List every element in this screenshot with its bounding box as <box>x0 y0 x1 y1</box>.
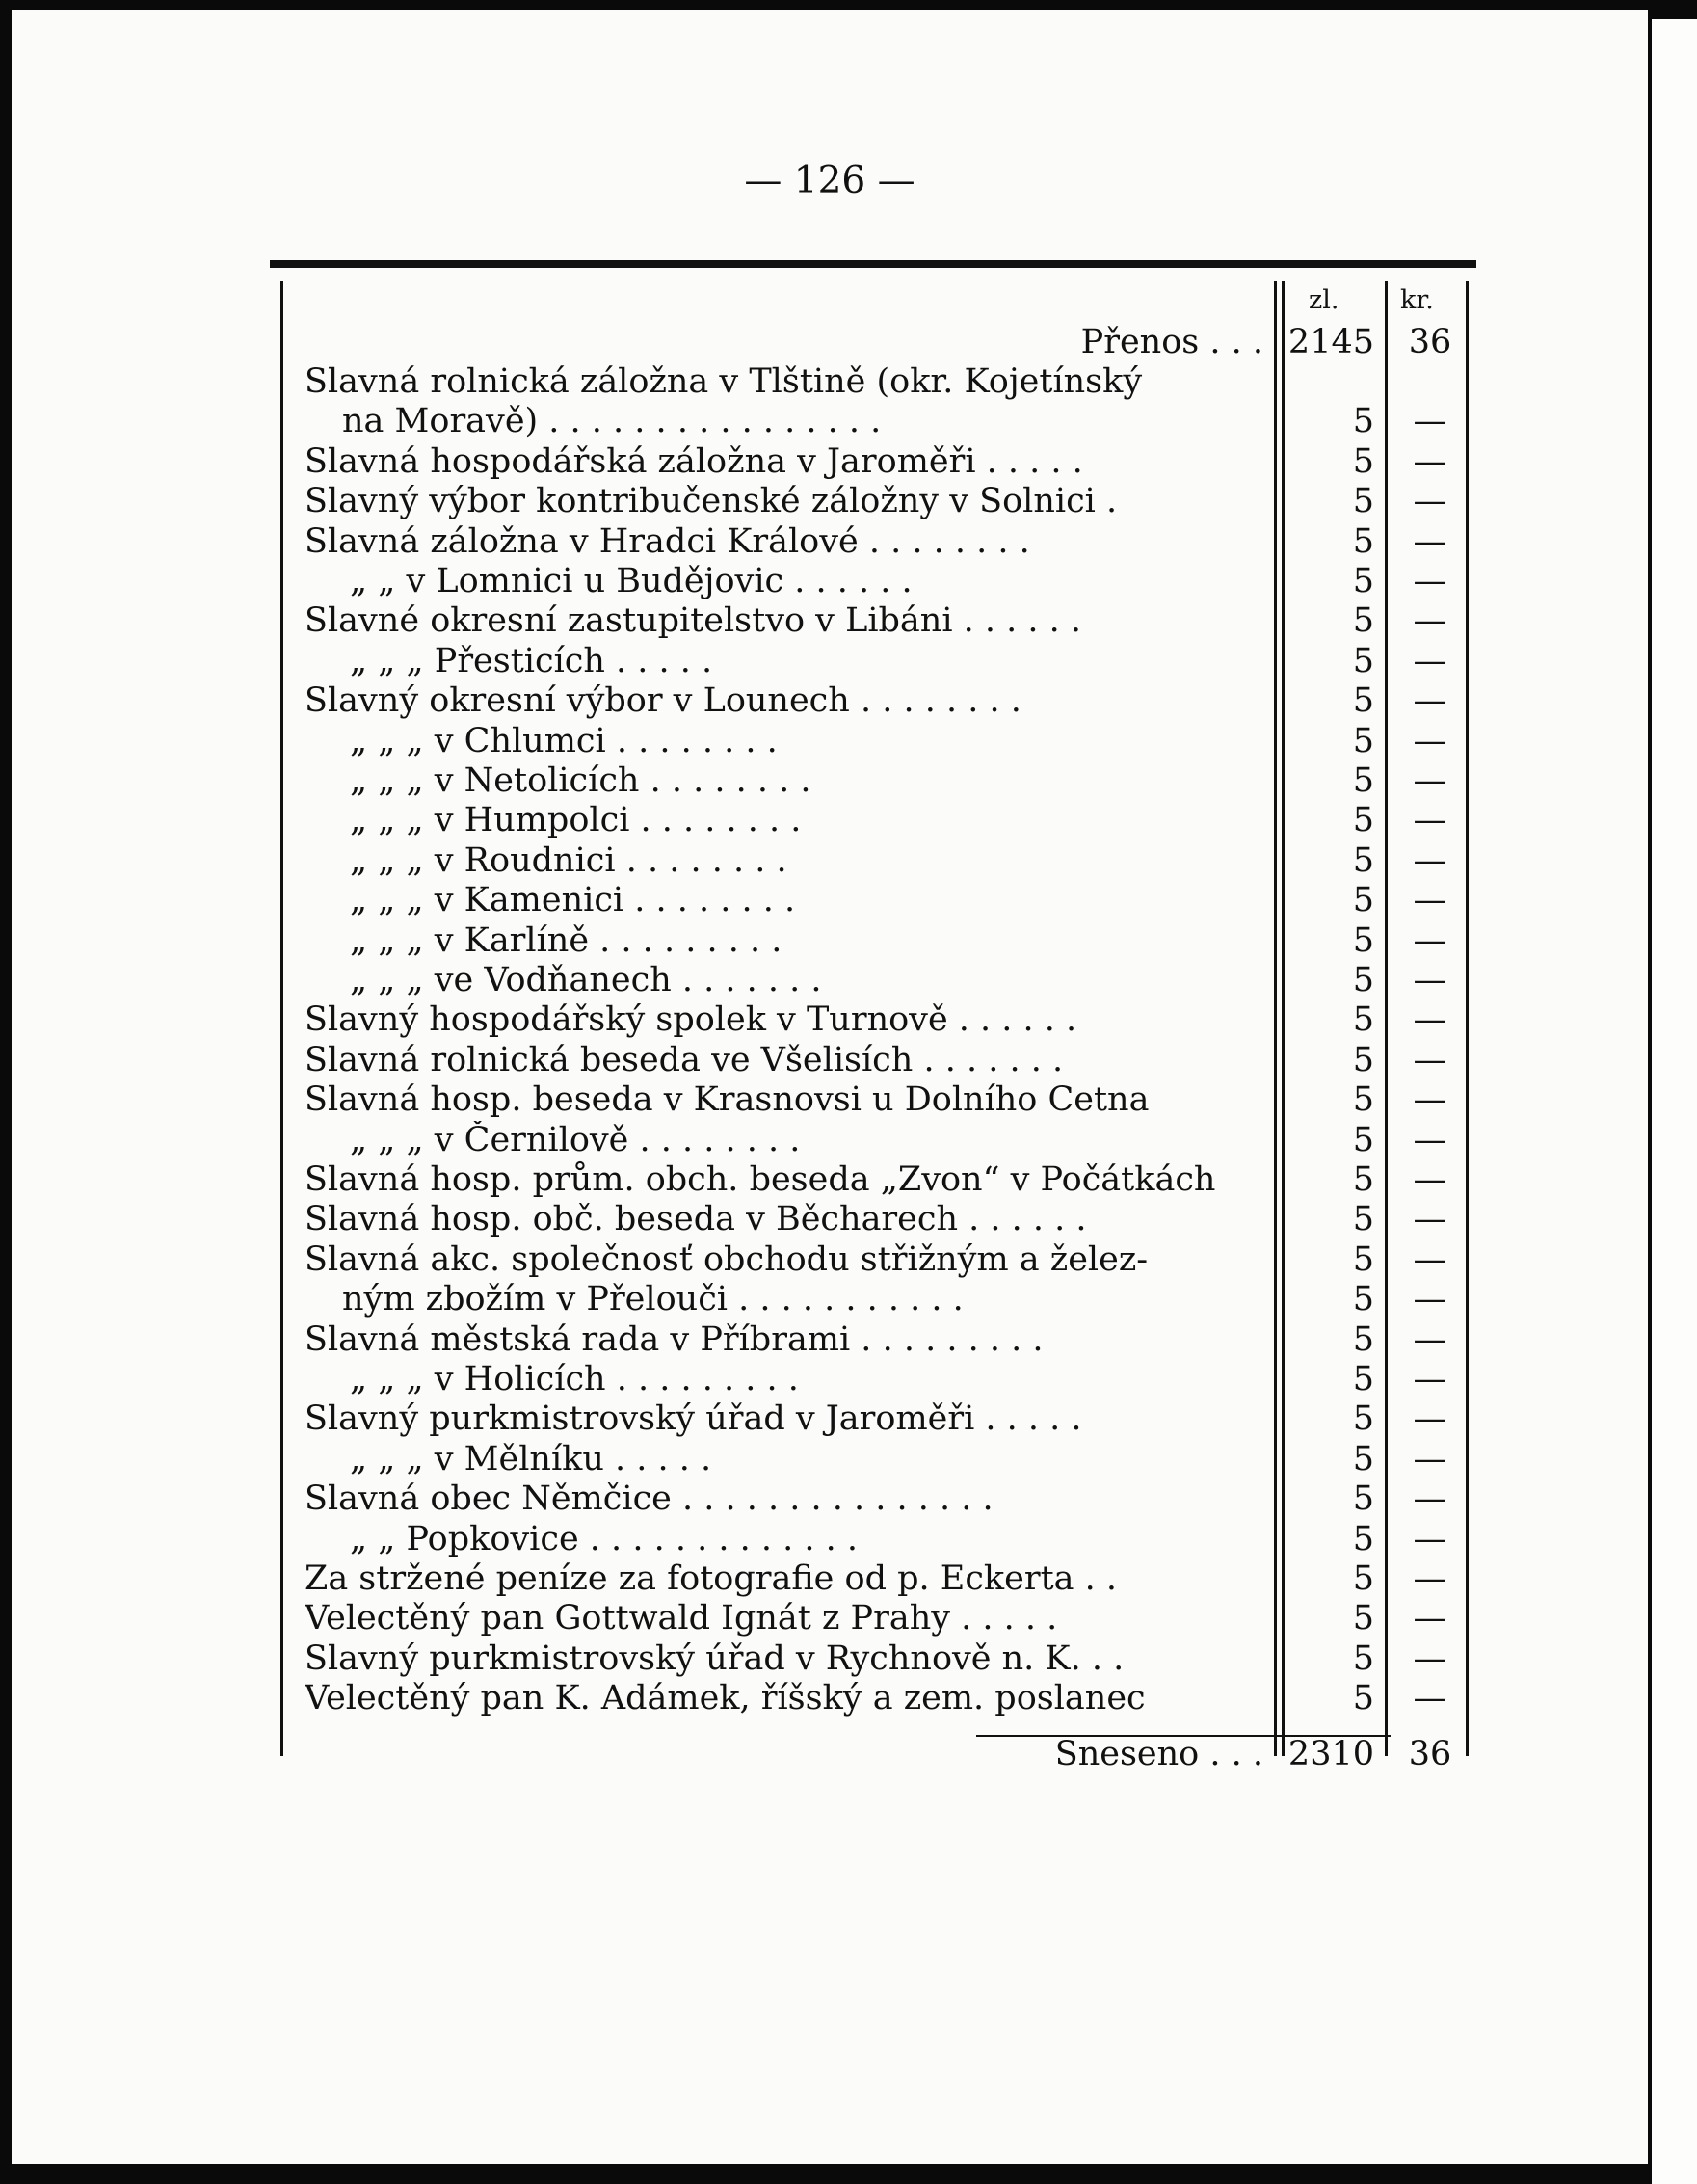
header-zl: zl. <box>1309 285 1339 315</box>
row-description: Slavná hosp. prům. obch. beseda „Zvon“ v Počátkách <box>305 1160 1216 1199</box>
row-zl: 5 <box>1352 801 1374 840</box>
row-description: „ „ „ ve Vodňanech . . . . . . . <box>350 961 822 999</box>
row-description: na Moravě) . . . . . . . . . . . . . . . . <box>342 402 882 441</box>
row-description: Slavná hospodářská záložna v Jaroměři . . . . . <box>305 441 1083 481</box>
row-description: „ „ „ v Netolicích . . . . . . . . <box>350 761 811 800</box>
row-kr: — <box>1413 1000 1447 1040</box>
table-row <box>292 402 1471 441</box>
carry-over-zl: 2145 <box>1287 323 1374 361</box>
row-zl: 5 <box>1352 1200 1374 1239</box>
table-row <box>292 1000 1471 1040</box>
row-kr: — <box>1413 562 1447 600</box>
row-zl: 5 <box>1352 1120 1374 1159</box>
row-description: „ „ „ Přesticích . . . . . <box>350 641 713 680</box>
table-row <box>292 362 1471 402</box>
row-zl: 5 <box>1352 1559 1374 1598</box>
row-description: „ „ „ v Roudnici . . . . . . . . <box>350 840 787 880</box>
row-kr: — <box>1413 402 1447 441</box>
row-zl: 5 <box>1352 1160 1374 1199</box>
table-row <box>292 522 1471 562</box>
row-kr: — <box>1413 521 1447 561</box>
row-description: „ „ „ v Holicích . . . . . . . . . <box>350 1360 799 1398</box>
row-kr: — <box>1413 1399 1447 1439</box>
row-kr: — <box>1413 1200 1447 1239</box>
row-zl: 5 <box>1352 601 1374 641</box>
row-description: Slavná rolnická beseda ve Všelisích . . . . . . . <box>305 1040 1064 1079</box>
row-description: „ „ „ v Černilově . . . . . . . . <box>350 1120 801 1159</box>
row-description: Slavná hosp. obč. beseda v Běcharech . . . . . . <box>305 1200 1087 1239</box>
row-description: Slavná záložna v Hradci Králové . . . . . . . . <box>305 521 1030 561</box>
table-row <box>292 681 1471 721</box>
row-description: „ „ „ v Mělníku . . . . . <box>350 1439 712 1478</box>
table-row <box>292 1559 1471 1599</box>
row-zl: 5 <box>1352 1000 1374 1040</box>
row-zl: 5 <box>1352 1360 1374 1398</box>
row-zl: 5 <box>1352 441 1374 481</box>
table-row <box>292 1399 1471 1439</box>
row-description: Slavné okresní zastupitelstvo v Libáni . . . . . . <box>305 601 1082 641</box>
row-zl: 5 <box>1352 482 1374 521</box>
row-kr: — <box>1413 1638 1447 1678</box>
row-kr: — <box>1413 1160 1447 1199</box>
row-description: Slavná rolnická záložna v Tlštině (okr. Kojetínský <box>305 362 1143 401</box>
ledger-table <box>292 285 1471 1773</box>
total-label: Sneseno . . . <box>1054 1735 1263 1773</box>
row-description: Slavný purkmistrovský úřad v Jaroměři . . . . . <box>305 1399 1082 1439</box>
row-description: Za stržené peníze za fotografie od p. Eckerta . . <box>305 1559 1118 1598</box>
carry-over-row <box>292 323 1471 362</box>
table-row <box>292 1280 1471 1319</box>
table-row <box>292 642 1471 681</box>
row-zl: 5 <box>1352 521 1374 561</box>
row-kr: — <box>1413 441 1447 481</box>
row-zl: 5 <box>1352 641 1374 680</box>
row-kr: — <box>1413 920 1447 960</box>
row-kr: — <box>1413 1599 1447 1638</box>
row-kr: — <box>1413 1519 1447 1558</box>
row-kr: — <box>1413 1080 1447 1120</box>
row-zl: 5 <box>1352 1439 1374 1478</box>
row-zl: 5 <box>1352 1638 1374 1678</box>
row-zl: 5 <box>1352 840 1374 880</box>
row-kr: — <box>1413 1679 1447 1718</box>
row-zl: 5 <box>1352 1399 1374 1439</box>
row-zl: 5 <box>1352 562 1374 600</box>
table-row <box>292 801 1471 840</box>
row-zl: 5 <box>1352 1239 1374 1279</box>
row-description: Slavný purkmistrovský úřad v Rychnově n. K. . . <box>305 1638 1125 1678</box>
row-kr: — <box>1413 601 1447 641</box>
row-kr: — <box>1413 1439 1447 1478</box>
adjacent-page-edge <box>1652 19 1697 2184</box>
row-description: „ „ „ v Humpolci . . . . . . . . <box>350 801 802 840</box>
row-kr: — <box>1413 1559 1447 1598</box>
page-number: — 126 — <box>744 159 915 202</box>
row-description: Slavný hospodářský spolek v Turnově . . . . . . <box>305 1000 1077 1040</box>
row-kr: — <box>1413 1120 1447 1159</box>
row-zl: 5 <box>1352 961 1374 999</box>
table-row <box>292 1679 1471 1718</box>
table-row <box>292 841 1471 881</box>
row-kr: — <box>1413 1319 1447 1359</box>
top-rule <box>270 260 1476 268</box>
table-row <box>292 881 1471 920</box>
table-row <box>292 1320 1471 1360</box>
table-row <box>292 1080 1471 1120</box>
table-row <box>292 1360 1471 1399</box>
table-row <box>292 1041 1471 1080</box>
table-row <box>292 1639 1471 1679</box>
row-kr: — <box>1413 641 1447 680</box>
table-row <box>292 1160 1471 1200</box>
total-kr: 36 <box>1408 1735 1452 1773</box>
row-zl: 5 <box>1352 920 1374 960</box>
table-row <box>292 601 1471 641</box>
table-row <box>292 921 1471 961</box>
table-row <box>292 1599 1471 1638</box>
table-row <box>292 1520 1471 1559</box>
row-kr: — <box>1413 1360 1447 1398</box>
table-row <box>292 562 1471 601</box>
row-zl: 5 <box>1352 1319 1374 1359</box>
total-zl: 2310 <box>1287 1735 1374 1773</box>
row-kr: — <box>1413 961 1447 999</box>
carry-over-label: Přenos . . . <box>1080 323 1263 361</box>
table-row <box>292 1440 1471 1479</box>
row-zl: 5 <box>1352 1080 1374 1120</box>
table-row <box>292 1121 1471 1160</box>
row-kr: — <box>1413 1479 1447 1519</box>
row-description: „ „ „ v Karlíně . . . . . . . . . <box>350 920 782 960</box>
table-row <box>292 722 1471 761</box>
row-kr: — <box>1413 761 1447 800</box>
row-kr: — <box>1413 840 1447 880</box>
row-description: Slavná městská rada v Příbrami . . . . . . . . . <box>305 1319 1044 1359</box>
header-kr: kr. <box>1400 285 1434 315</box>
row-kr: — <box>1413 482 1447 521</box>
row-description: „ „ „ v Kamenici . . . . . . . . <box>350 881 796 920</box>
row-description: Velectěný pan Gottwald Ignát z Prahy . . . . . <box>305 1599 1058 1638</box>
row-description: Slavná hosp. beseda v Krasnovsi u Dolního Cetna <box>305 1080 1150 1120</box>
row-description: Velectěný pan K. Adámek, říšský a zem. poslanec <box>305 1679 1146 1718</box>
row-kr: — <box>1413 721 1447 760</box>
row-zl: 5 <box>1352 721 1374 760</box>
row-kr: — <box>1413 881 1447 920</box>
row-zl: 5 <box>1352 1040 1374 1079</box>
carry-over-kr: 36 <box>1408 323 1452 361</box>
row-zl: 5 <box>1352 761 1374 800</box>
row-kr: — <box>1413 681 1447 721</box>
left-border-rule <box>280 281 283 1756</box>
row-kr: — <box>1413 1040 1447 1079</box>
table-row <box>292 961 1471 1000</box>
row-zl: 5 <box>1352 881 1374 920</box>
table-row <box>292 482 1471 521</box>
row-description: „ „ „ v Chlumci . . . . . . . . <box>350 721 778 760</box>
table-row <box>292 1240 1471 1280</box>
row-description: ným zbožím v Přelouči . . . . . . . . . . . <box>342 1280 964 1319</box>
row-description: Slavný okresní výbor v Lounech . . . . . . . . <box>305 681 1021 721</box>
row-zl: 5 <box>1352 1679 1374 1718</box>
row-zl: 5 <box>1352 1280 1374 1319</box>
row-description: Slavná akc. společnosť obchodu střižným a želez- <box>305 1239 1149 1279</box>
row-description: Slavný výbor kontribučenské záložny v Solnici . <box>305 482 1118 521</box>
row-description: „ „ v Lomnici u Budějovic . . . . . . <box>350 562 913 600</box>
row-kr: — <box>1413 801 1447 840</box>
row-zl: 5 <box>1352 1519 1374 1558</box>
row-description: Slavná obec Němčice . . . . . . . . . . . . . . . <box>305 1479 994 1519</box>
table-row <box>292 761 1471 801</box>
row-zl: 5 <box>1352 402 1374 441</box>
total-row <box>292 1735 1471 1774</box>
row-kr: — <box>1413 1280 1447 1319</box>
table-row <box>292 1479 1471 1519</box>
row-description: „ „ Popkovice . . . . . . . . . . . . . <box>350 1519 858 1558</box>
table-row <box>292 1200 1471 1239</box>
row-kr: — <box>1413 1239 1447 1279</box>
row-zl: 5 <box>1352 1479 1374 1519</box>
table-row <box>292 442 1471 482</box>
row-zl: 5 <box>1352 1599 1374 1638</box>
row-zl: 5 <box>1352 681 1374 721</box>
